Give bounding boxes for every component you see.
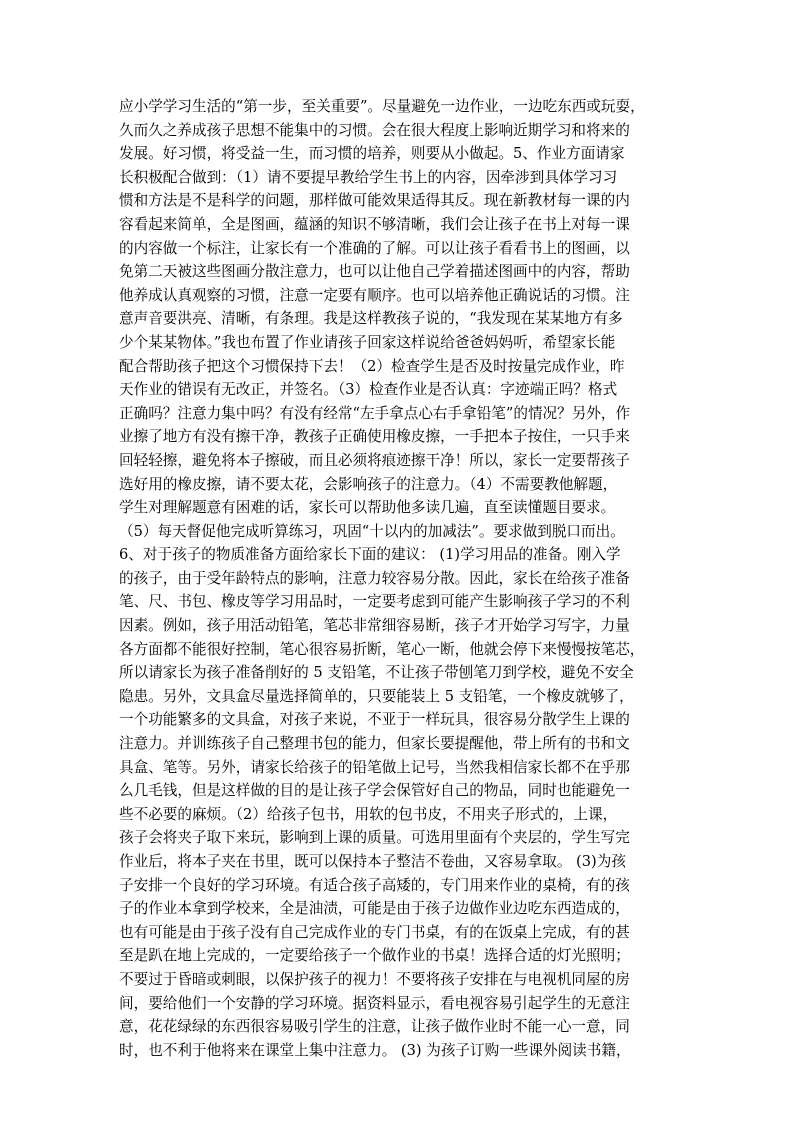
text-line: 也有可能是由于孩子没有自己完成作业的专门书桌，有的在饭桌上完成，有的甚 — [119, 923, 630, 941]
text-line: 因素。例如，孩子用活动铅笔，笔芯非常细容易断，孩子才开始学习写字，力量 — [119, 617, 630, 635]
text-line: 所以请家长为孩子准备削好的 5 支铅笔，不让孩子带刨笔刀到学校，避免不安全 — [119, 664, 634, 682]
text-line: 至是趴在地上完成的，一定要给孩子一个做作业的书桌！选择合适的灯光照明； — [119, 947, 630, 965]
text-line: 他养成认真观察的习惯，注意一定要有顺序。也可以培养他正确说话的习惯。注 — [119, 286, 630, 304]
text-line: 的内容做一个标注，让家长有一个准确的了解。可以让孩子看看书上的图画，以 — [119, 239, 630, 257]
text-line: 不要过于昏暗或刺眼，以保护孩子的视力！不要将孩子安排在与电视机同屋的房 — [119, 970, 630, 988]
text-line: 具盒、笔等。另外，请家长给孩子的铅笔做上记号，当然我相信家长都不在乎那 — [119, 758, 630, 776]
text-line: 6、对于孩子的物质准备方面给家长下面的建议： (1)学习用品的准备。刚入学 — [119, 546, 621, 564]
text-line: 么几毛钱，但是这样做的目的是让孩子学会保管好自己的物品，同时也能避免一 — [119, 782, 630, 800]
text-line: 注意力。并训练孩子自己整理书包的能力，但家长要提醒他，带上所有的书和文 — [119, 735, 630, 753]
text-line: 惯和方法是不是科学的问题，那样做可能效果适得其反。现在新教材每一课的内 — [119, 192, 630, 210]
text-line: 时，也不利于他将来在课堂上集中注意力。 (3) 为孩子订购一些课外阅读书籍， — [119, 1041, 631, 1059]
text-line: 孩子会将夹子取下来玩，影响到上课的质量。可选用里面有个夹层的，学生写完 — [119, 829, 630, 847]
text-line: 应小学学习生活的“第一步，至关重要”。尽量避免一边作业，一边吃东西或玩耍， — [119, 98, 645, 115]
text-line: 发展。好习惯，将受益一生，而习惯的培养，则要从小做起。5、作业方面请家 — [119, 145, 625, 163]
text-line: 学生对理解题意有困难的话，家长可以帮助他多读几遍，直至读懂题目要求。 — [119, 499, 616, 517]
text-line: 的孩子，由于受年龄特点的影响，注意力较容易分散。因此，家长在给孩子准备 — [119, 569, 630, 587]
text-line: 配合帮助孩子把这个习惯保持下去！（2）检查学生是否及时按量完成作业，昨 — [119, 357, 625, 375]
text-line: 正确吗？注意力集中吗？有没有经常“左手拿点心右手拿铅笔”的情况？另外，作 — [119, 404, 631, 422]
text-line: 意，花花绿绿的东西很容易吸引学生的注意，让孩子做作业时不能一心一意，同 — [119, 1018, 630, 1036]
text-line: 子安排一个良好的学习环境。有适合孩子高矮的，专门用来作业的桌椅，有的孩 — [119, 876, 630, 894]
text-line: 回轻轻擦，避免将本子擦破，而且必须将痕迹擦干净！所以，家长一定要帮孩子 — [119, 451, 630, 469]
text-line: 容看起来简单，全是图画，蕴涵的知识不够清晰，我们会让孩子在书上对每一课 — [119, 215, 630, 233]
text-line: 笔、尺、书包、橡皮等学习用品时，一定要考虑到可能产生影响孩子学习的不利 — [119, 593, 630, 611]
text-line: 间，要给他们一个安静的学习环境。据资料显示，看电视容易引起学生的无意注 — [119, 994, 630, 1012]
text-line: 各方面都不能很好控制，笔心很容易折断，笔心一断，他就会停下来慢慢按笔芯， — [119, 640, 645, 658]
text-line: 少个某某物体。”我也布置了作业请孩子回家这样说给爸爸妈妈听，希望家长能 — [119, 333, 616, 351]
text-line: 免第二天被这些图画分散注意力，也可以让他自己学着描述图画中的内容，帮助 — [119, 263, 630, 281]
text-line: 隐患。另外，文具盒尽量选择简单的，只要能装上 5 支铅笔，一个橡皮就够了， — [119, 687, 634, 705]
text-line: 意声音要洪亮、清晰，有条理。我是这样教孩子说的，“我发现在某某地方有多 — [119, 310, 623, 328]
text-line: 天作业的错误有无改正，并签名。（3）检查作业是否认真：字迹端正吗？格式 — [119, 381, 618, 399]
text-line: 些不必要的麻烦。（2）给孩子包书，用软的包书皮，不用夹子形式的，上课， — [119, 805, 618, 823]
text-line: 一个功能繁多的文具盒，对孩子来说，不亚于一样玩具，很容易分散学生上课的 — [119, 711, 630, 729]
text-line: 子的作业本拿到学校来，全是油渍，可能是由于孩子边做作业边吃东西造成的， — [119, 900, 630, 918]
document-page — [119, 95, 682, 1062]
text-line: 选好用的橡皮擦，请不要太花，会影响孩子的注意力。（4）不需要教他解题， — [119, 475, 618, 493]
text-line: 作业后，将本子夹在书里，既可以保持本子整洁不卷曲，又容易拿取。 (3)为孩 — [119, 853, 626, 870]
text-line: 久而久之养成孩子思想不能集中的习惯。会在很大程度上影响近期学习和将来的 — [119, 121, 630, 139]
text-line: （5）每天督促他完成听算练习，巩固“十以内的加减法”。要求做到脱口而出。 — [119, 522, 625, 540]
text-line: 业擦了地方有没有擦干净，教孩子正确使用橡皮擦，一手把本子按住，一只手来 — [119, 428, 630, 446]
text-line: 长积极配合做到：（1）请不要提早教给学生书上的内容，因牵涉到具体学习习 — [119, 168, 618, 186]
